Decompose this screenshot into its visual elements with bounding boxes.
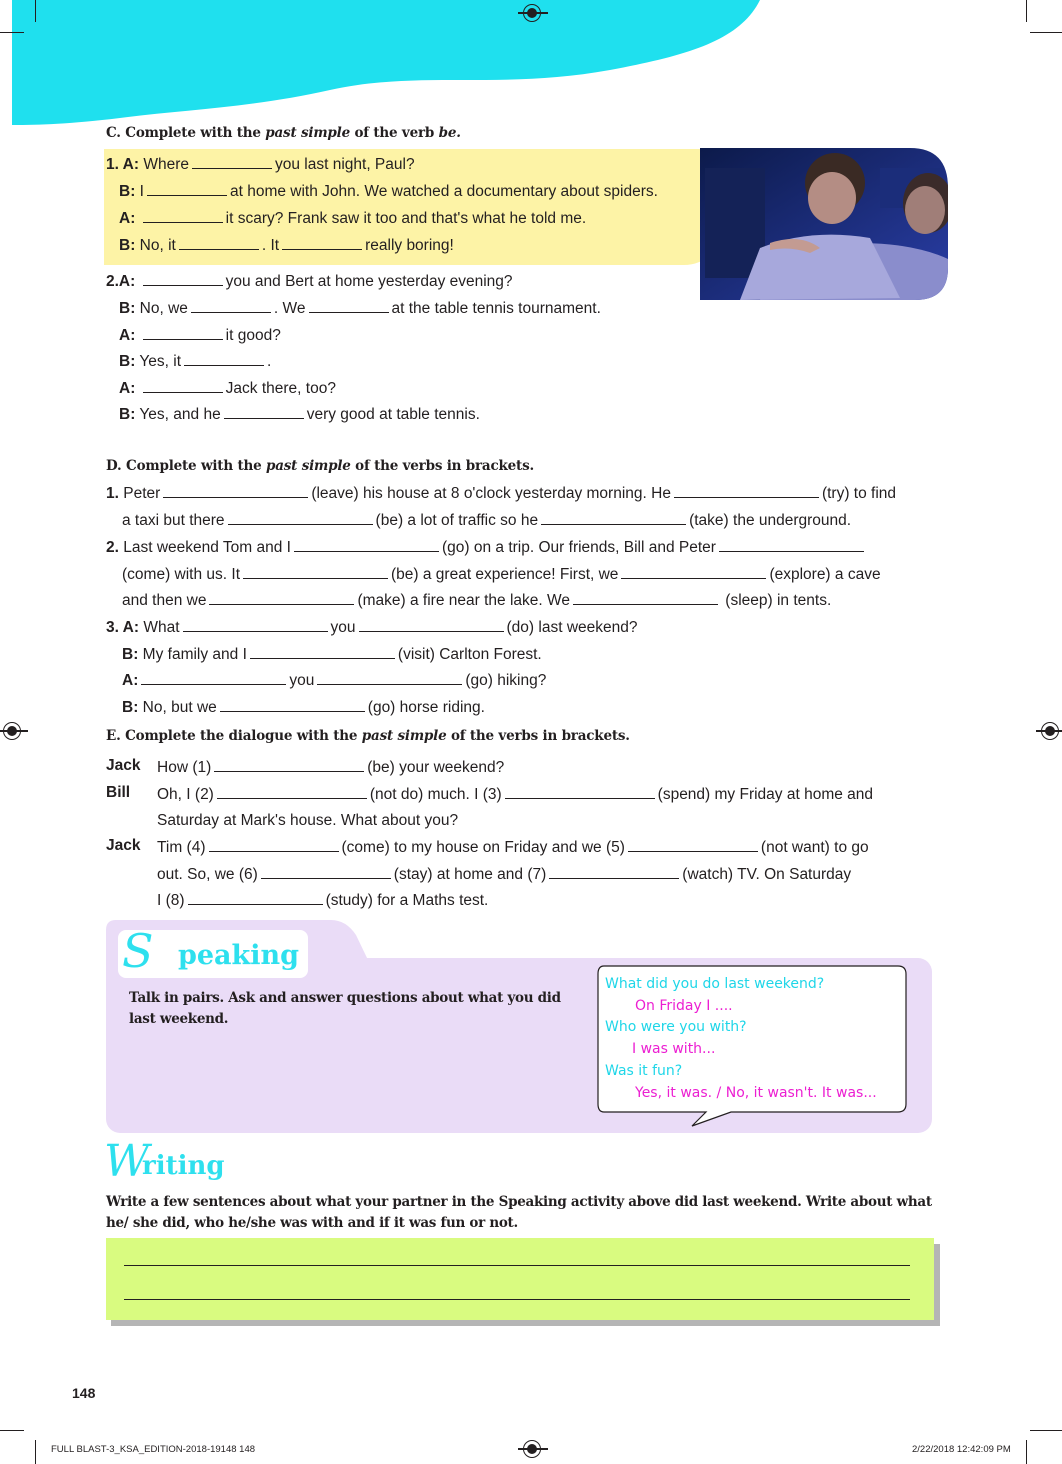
e-line-6: I (8) (study) for a Maths test. xyxy=(157,892,489,909)
d-line-2: a taxi but there (be) a lot of traffic so he (take) the underground. xyxy=(122,512,852,529)
section-d-heading: D. Complete with the past simple of the verbs in brackets. xyxy=(106,458,534,474)
writing-line[interactable] xyxy=(124,1299,910,1300)
answer-blank[interactable] xyxy=(143,208,223,223)
registration-mark-icon xyxy=(1041,722,1059,740)
section-c-heading: C. Complete with the past simple of the verb be. xyxy=(106,125,461,141)
c-line-6: B: No, we . We at the table tennis tournament. xyxy=(119,300,601,317)
bubble-question: What did you do last weekend? xyxy=(605,976,825,992)
photo-boys-watching-tv xyxy=(700,148,948,300)
crop-mark xyxy=(35,0,36,22)
speaker-jack: Jack xyxy=(106,757,141,774)
crop-mark xyxy=(35,1440,36,1464)
d-line-5: and then we (make) a fire near the lake. We (sleep) in tents. xyxy=(122,592,832,609)
e-line-5: out. So, we (6) (stay) at home and (7) (watch) TV. On Saturday xyxy=(157,866,852,883)
writing-box xyxy=(106,1238,934,1320)
answer-blank[interactable] xyxy=(141,670,286,685)
d-line-3: 2. Last weekend Tom and I (go) on a trip. Our friends, Bill and Peter xyxy=(106,537,867,558)
bubble-answer: I was with... xyxy=(632,1041,716,1057)
bubble-answer: On Friday I .... xyxy=(635,998,733,1014)
answer-blank[interactable] xyxy=(147,181,227,196)
answer-blank[interactable] xyxy=(573,590,718,605)
c-line-2: B: I at home with John. We watched a documentary about spiders. xyxy=(119,183,658,200)
answer-blank[interactable] xyxy=(183,617,328,632)
crop-mark xyxy=(1026,1440,1027,1464)
answer-blank[interactable] xyxy=(217,784,367,799)
d-line-8: A: you (go) hiking? xyxy=(122,672,547,689)
answer-blank[interactable] xyxy=(541,510,686,525)
crop-mark xyxy=(1030,32,1062,33)
answer-blank[interactable] xyxy=(143,271,223,286)
footer-timestamp: 2/22/2018 12:42:09 PM xyxy=(912,1444,1011,1455)
answer-blank[interactable] xyxy=(309,298,389,313)
d-line-1: 1. Peter (leave) his house at 8 o'clock yesterday morning. He (try) to find xyxy=(106,485,897,502)
c-line-4: B: No, it . It really boring! xyxy=(119,237,454,254)
answer-blank[interactable] xyxy=(621,564,766,579)
e-line-4: Tim (4) (come) to my house on Friday and we (5) (not want) to go xyxy=(157,839,869,856)
page-number: 148 xyxy=(72,1385,96,1401)
answer-blank[interactable] xyxy=(628,837,758,852)
answer-blank[interactable] xyxy=(719,537,864,552)
speaking-instruction: Talk in pairs. Ask and answer questions about what you did last weekend. xyxy=(129,990,561,1027)
answer-blank[interactable] xyxy=(143,378,223,393)
crop-mark xyxy=(1030,1430,1062,1431)
e-line-2: Oh, I (2) (not do) much. I (3) (spend) my Friday at home and xyxy=(157,786,874,803)
bubble-question: Who were you with? xyxy=(605,1019,747,1035)
c-line-9: A: Jack there, too? xyxy=(119,380,336,397)
d-line-6: 3. A: What you (do) last weekend? xyxy=(106,619,638,636)
bubble-answer: Yes, it was. / No, it wasn't. It was... xyxy=(635,1085,877,1101)
answer-blank[interactable] xyxy=(294,537,439,552)
answer-blank[interactable] xyxy=(549,864,679,879)
answer-blank[interactable] xyxy=(317,670,462,685)
answer-blank[interactable] xyxy=(188,890,323,905)
answer-blank[interactable] xyxy=(179,235,259,250)
answer-blank[interactable] xyxy=(209,837,339,852)
answer-blank[interactable] xyxy=(359,617,504,632)
c-line-5: 2.A: you and Bert at home yesterday evening? xyxy=(106,273,513,290)
answer-blank[interactable] xyxy=(143,325,223,340)
c-line-7: A: it good? xyxy=(119,327,281,344)
e-line-1: How (1) (be) your weekend? xyxy=(157,759,505,776)
c-line-3: A: it scary? Frank saw it too and that's what he told me. xyxy=(119,210,587,227)
answer-blank[interactable] xyxy=(250,644,395,659)
answer-blank[interactable] xyxy=(209,590,354,605)
answer-blank[interactable] xyxy=(163,483,308,498)
e-line-3: Saturday at Mark's house. What about you? xyxy=(157,812,459,829)
answer-blank[interactable] xyxy=(192,154,272,169)
answer-blank[interactable] xyxy=(282,235,362,250)
registration-mark-icon xyxy=(523,1440,541,1458)
speaker-jack: Jack xyxy=(106,837,141,854)
answer-blank[interactable] xyxy=(224,404,304,419)
d-line-4: (come) with us. It (be) a great experience! First, we (explore) a cave xyxy=(122,566,881,583)
answer-blank[interactable] xyxy=(261,864,391,879)
answer-blank[interactable] xyxy=(191,298,271,313)
crop-mark xyxy=(0,1430,24,1431)
writing-instruction: Write a few sentences about what your partner in the Speaking activity above did last weekend. Write about what he/ she did, who he/she was with and if it was fun or not. xyxy=(106,1194,932,1231)
registration-mark-icon xyxy=(523,4,541,22)
c-line-1: 1. A: Where you last night, Paul? xyxy=(106,156,415,173)
speaking-title: S peaking xyxy=(118,930,308,978)
answer-blank[interactable] xyxy=(220,697,365,712)
answer-blank[interactable] xyxy=(243,564,388,579)
answer-blank[interactable] xyxy=(214,757,364,772)
answer-blank[interactable] xyxy=(505,784,655,799)
footer-file-info: FULL BLAST-3_KSA_EDITION-2018-19148 148 xyxy=(51,1444,256,1455)
section-e-heading: E. Complete the dialogue with the past simple of the verbs in brackets. xyxy=(106,728,630,744)
registration-mark-icon xyxy=(3,722,21,740)
answer-blank[interactable] xyxy=(228,510,373,525)
writing-title: W riting xyxy=(104,1136,225,1187)
c-line-10: B: Yes, and he very good at table tennis. xyxy=(119,406,480,423)
d-line-7: B: My family and I (visit) Carlton Forest. xyxy=(122,646,542,663)
c-line-8: B: Yes, it . xyxy=(119,353,272,370)
writing-line[interactable] xyxy=(124,1265,910,1266)
d-line-9: B: No, but we (go) horse riding. xyxy=(122,699,485,716)
answer-blank[interactable] xyxy=(184,351,264,366)
answer-blank[interactable] xyxy=(674,483,819,498)
crop-mark xyxy=(0,32,24,33)
bubble-question: Was it fun? xyxy=(605,1063,683,1079)
crop-mark xyxy=(1026,0,1027,22)
speaker-bill: Bill xyxy=(106,784,131,801)
